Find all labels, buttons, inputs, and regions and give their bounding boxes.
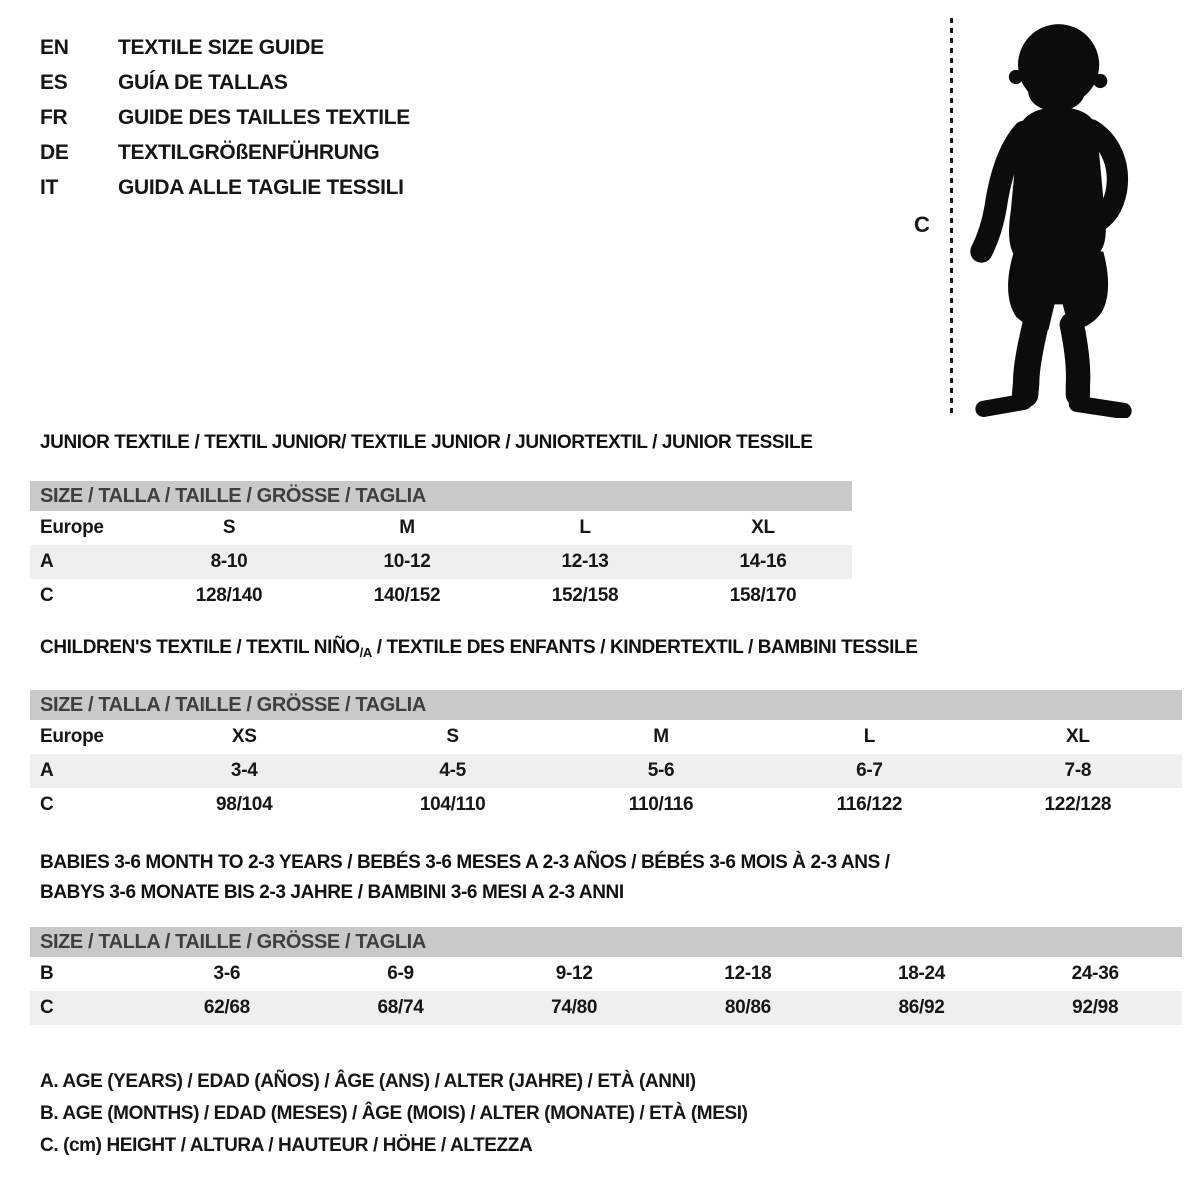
table-row-europe <box>30 511 852 545</box>
row-label: C <box>40 794 54 815</box>
babies-size-table <box>30 927 1182 1025</box>
language-title-block <box>40 30 410 205</box>
table-cell: M <box>399 517 415 538</box>
language-row-en <box>40 30 410 65</box>
table-cell: 7-8 <box>1064 760 1092 781</box>
table-cell: 86/92 <box>898 997 945 1018</box>
size-header-bar: SIZE / TALLA / TAILLE / GRÖSSE / TAGLIA <box>30 481 852 511</box>
table-cell: M <box>653 726 669 747</box>
row-label: A <box>40 760 54 781</box>
table-cell: 68/74 <box>377 997 424 1018</box>
children-title-subscript: /A <box>359 645 372 660</box>
size-header-bar: SIZE / TALLA / TAILLE / GRÖSSE / TAGLIA <box>30 690 1182 720</box>
children-size-table <box>30 690 1182 822</box>
language-title: GUIDA ALLE TAGLIE TESSILI <box>118 175 404 199</box>
table-cell: 116/122 <box>836 794 903 815</box>
table-cell: XS <box>231 726 257 747</box>
table-cell: 12-13 <box>561 551 609 572</box>
table-cell: 9-12 <box>555 963 593 984</box>
table-cell: 8-10 <box>210 551 248 572</box>
table-cell: XL <box>1065 726 1090 747</box>
legend-age-years: A. AGE (YEARS) / EDAD (AÑOS) / ÂGE (ANS) / ALTER (JAHRE) / ETÀ (ANNI) <box>40 1071 696 1092</box>
row-label: Europe <box>40 517 104 538</box>
language-code: ES <box>40 70 68 94</box>
row-label: B <box>40 963 54 984</box>
table-row-europe <box>30 720 1182 754</box>
language-row-it <box>40 170 410 205</box>
toddler-silhouette <box>962 12 1142 418</box>
toddler-silhouette-svg <box>962 12 1142 418</box>
table-row-height-cm <box>30 991 1182 1025</box>
table-cell: L <box>863 726 876 747</box>
table-row-age-years <box>30 545 852 579</box>
junior-size-table <box>30 481 852 613</box>
table-cell: 104/110 <box>419 794 486 815</box>
table-cell: 74/80 <box>551 997 598 1018</box>
row-label: Europe <box>40 726 104 747</box>
table-cell: 98/104 <box>216 794 273 815</box>
table-cell: 3-6 <box>213 963 241 984</box>
height-measure-label: C <box>914 212 930 237</box>
language-title: GUIDE DES TAILLES TEXTILE <box>118 105 410 129</box>
table-cell: 4-5 <box>439 760 466 781</box>
language-code: EN <box>40 35 69 59</box>
language-code: FR <box>40 105 68 129</box>
children-section-title <box>40 637 917 660</box>
table-cell: 3-4 <box>230 760 258 781</box>
table-cell: 6-9 <box>387 963 414 984</box>
height-measure-line <box>950 18 953 416</box>
table-cell: 110/116 <box>628 794 694 815</box>
table-cell: L <box>579 517 591 538</box>
table-row-age-years <box>30 754 1182 788</box>
table-cell: S <box>446 726 459 747</box>
language-title: TEXTILGRÖßENFÜHRUNG <box>118 140 380 164</box>
babies-section-title <box>40 848 890 908</box>
table-cell: 158/170 <box>729 585 797 606</box>
table-cell: S <box>222 517 236 538</box>
legend-age-months: B. AGE (MONTHS) / EDAD (MESES) / ÂGE (MOIS) / ALTER (MONATE) / ETÀ (MESI) <box>40 1103 748 1124</box>
table-row-age-months <box>30 957 1182 991</box>
table-cell: 5-6 <box>647 760 675 781</box>
table-cell: 14-16 <box>739 551 787 572</box>
row-label: C <box>40 997 54 1018</box>
table-cell: 10-12 <box>383 551 431 572</box>
language-row-es <box>40 65 410 100</box>
babies-title-line1: BABIES 3-6 MONTH TO 2-3 YEARS / BEBÉS 3-6 MESES A 2-3 AÑOS / BÉBÉS 3-6 MOIS À 2-3 ANS / <box>40 852 890 873</box>
table-cell: 122/128 <box>1044 794 1112 815</box>
children-title-text: / TEXTILE DES ENFANTS / KINDERTEXTIL / BAMBINI TESSILE <box>371 637 918 658</box>
language-code: DE <box>40 140 69 164</box>
table-cell: 92/98 <box>1072 997 1119 1018</box>
table-cell: 6-7 <box>856 760 883 781</box>
table-cell: 18-24 <box>897 963 946 984</box>
children-title-text: CHILDREN'S TEXTILE / TEXTIL NIÑO <box>40 637 360 658</box>
row-label: A <box>40 551 54 572</box>
language-row-de <box>40 135 410 170</box>
language-title: GUÍA DE TALLAS <box>118 70 288 94</box>
table-cell: 62/68 <box>203 997 250 1018</box>
table-row-height-cm <box>30 788 1182 822</box>
table-cell: 140/152 <box>373 585 441 606</box>
junior-section-title: JUNIOR TEXTILE / TEXTIL JUNIOR/ TEXTILE JUNIOR / JUNIORTEXTIL / JUNIOR TESSILE <box>40 432 813 453</box>
table-cell: 12-18 <box>724 963 772 984</box>
table-cell: 80/86 <box>724 997 771 1018</box>
legend-height-cm: C. (cm) HEIGHT / ALTURA / HAUTEUR / HÖHE / ALTEZZA <box>40 1135 533 1156</box>
row-label: C <box>40 585 54 606</box>
size-header-bar: SIZE / TALLA / TAILLE / GRÖSSE / TAGLIA <box>30 927 1182 957</box>
table-cell: 24-36 <box>1071 963 1119 984</box>
table-cell: 152/158 <box>551 585 619 606</box>
babies-title-line2: BABYS 3-6 MONATE BIS 2-3 JAHRE / BAMBINI 3-6 MESI A 2-3 ANNI <box>40 882 624 903</box>
language-title: TEXTILE SIZE GUIDE <box>118 35 324 59</box>
language-row-fr <box>40 100 410 135</box>
table-cell: XL <box>751 517 775 538</box>
table-cell: 128/140 <box>195 585 263 606</box>
table-row-height-cm <box>30 579 852 613</box>
language-code: IT <box>40 175 59 199</box>
